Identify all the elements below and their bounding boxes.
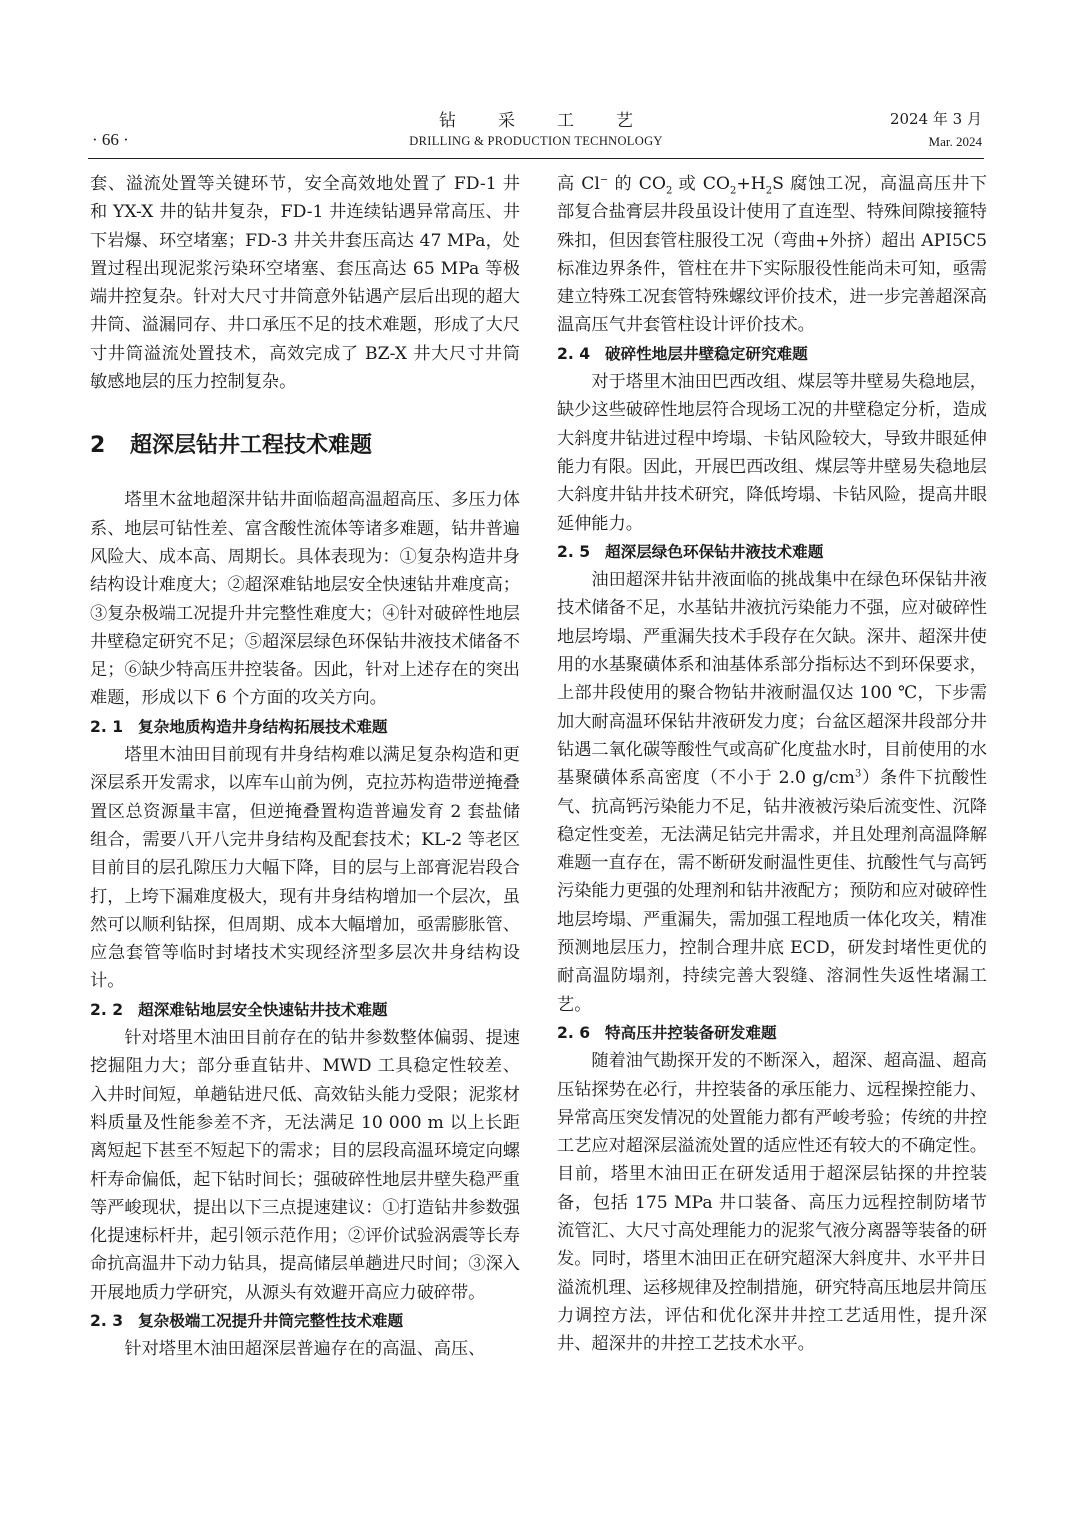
issue-date-cn: 2024 年 3 月 bbox=[889, 110, 982, 128]
subsection-2-2-paragraph: 针对塔里木油田目前存在的钻井参数整体偏弱、提速挖掘阻力大；部分垂直钻井、MWD 工具稳定性较差、入井时间短，单趟钻进尺低、高效钻头能力受限；泥浆材料质量及性能参差不齐，无法满足 10 000 m 以上长距离短起下甚至不短起下的需求；目的层段高温环境定向螺杆寿命偏低，起下钻时间长；强破碎性地层井壁失稳严重等严峻现状，提出以下三点提速建议：①打造钻井参数强化提速标杆井，起引领示范作用；②评价试验涡震等长寿命抗高温井下动力钻具，提高储层单趟进尺时间；③深入开展地质力学研究，从源头有效避开高应力破碎带。 bbox=[90, 1028, 520, 1303]
issue-date-en: Mar. 2024 bbox=[928, 134, 982, 149]
section-number: 2 bbox=[90, 433, 106, 459]
subsection-title: 特高压井控装备研发难题 bbox=[605, 1023, 777, 1042]
subsection-title: 超深层绿色环保钻井液技术难题 bbox=[605, 542, 824, 561]
subsection-2-3-paragraph-cont: 高 Cl− 的 $CO_2$ 或 $CO_2+H_2S$ 腐蚀工况，高温高压井下部复合盐膏层井段虽设计使用了直连型、特殊间隙接箍特殊扣，但因套管柱服役工况（弯曲+外挤）超出 API5C5 标准边界条件，管柱在井下实际服役性能尚未可知，亟需建立特殊工况套管特殊螺纹评价技术，进一步完善超深高温高压气井套管柱设计评价技术。 bbox=[557, 174, 987, 336]
subsection-2-1-paragraph: 塔里木油田目前现有井身结构难以满足复杂构造和更深层系开发需求，以库车山前为例，克拉苏构造带逆掩叠置区总资源量丰富，但逆掩叠置构造普遍发育 2 套盐储组合，需要八开八完井身结构及配套技术；KL-2 等老区目前目的层孔隙压力大幅下降，目的层与上部膏泥岩段合打，上垮下漏难度极大，现有井身结构增加一个层次，虽然可以顺利钻探，但周期、成本大幅增加，亟需膨胀管、应急套管等临时封堵技术实现经济型多层次井身结构设计。 bbox=[90, 745, 520, 992]
section-intro-paragraph: 塔里木盆地超深井钻井面临超高温超高压、多压力体系、地层可钻性差、富含酸性流体等诸多难题，钻井普遍风险大、成本高、周期长。具体表现为：①复杂构造井身结构设计难度大；②超深难钻地层安全快速钻井难度高；③复杂极端工况提升井完整性难度大；④针对破碎性地层井壁稳定研究不足；⑤超深层绿色环保钻井液技术储备不足；⑥缺少特高压井控装备。因此，针对上述存在的突出难题，形成以下 6 个方面的攻关方向。 bbox=[90, 490, 520, 709]
subsection-title: 复杂地质构造井身结构拓展技术难题 bbox=[138, 717, 388, 736]
right-column bbox=[557, 170, 987, 1358]
subsection-title: 复杂极端工况提升井筒完整性技术难题 bbox=[138, 1311, 404, 1330]
subsection-2-5-paragraph: 油田超深井钻井液面临的挑战集中在绿色环保钻井液技术储备不足，水基钻井液抗污染能力不强，应对破碎性地层垮塌、严重漏失技术手段存在欠缺。深井、超深井使用的水基聚磺体系和油基体系部分指标达不到环保要求，上部井段使用的聚合物钻井液耐温仅达 100 ℃，下步需加大耐高温环保钻井液研发力度；台盆区超深井段部分井钻遇二氧化碳等酸性气或高矿化度盐水时，目前使用的水基聚磺体系高密度（不小于 2.0 $g/cm^3$）条件下抗酸性气、抗高钙污染能力不足，钻井液被污染后流变性、沉降稳定性变差，无法满足钻完井需求，并且处理剂高温降解难题一直存在，需不断研发耐温性更佳、抗酸性气与高钙污染能力更强的处理剂和钻井液配方；预防和应对破碎性地层垮塌、严重漏失，需加强工程地质一体化攻关，精准预测地层压力，控制合理井底 ECD，研发封堵性更优的耐高温防塌剂，持续完善大裂缝、溶洞性失返性堵漏工艺。 bbox=[557, 570, 987, 1015]
section-title: 超深层钻井工程技术难题 bbox=[130, 433, 373, 459]
subsection-heading-2-3 bbox=[90, 1307, 520, 1335]
subsection-number: 2. 5 bbox=[557, 542, 591, 561]
subsection-title: 破碎性地层井壁稳定研究难题 bbox=[605, 344, 808, 363]
subsection-2-4-paragraph: 对于塔里木油田巴西改组、煤层等井壁易失稳地层，缺少这些破碎性地层符合现场工况的井壁稳定分析，造成大斜度井钻进过程中垮塌、卡钻风险较大，导致井眼延伸能力有限。因此，开展巴西改组、煤层等井壁易失稳地层大斜度井钻井技术研究，降低垮塌、卡钻风险，提高井眼延伸能力。 bbox=[557, 372, 987, 534]
subsection-heading-2-6 bbox=[557, 1019, 987, 1047]
subsection-heading-2-4 bbox=[557, 340, 987, 368]
journal-title-cn: 钻采工艺 bbox=[439, 111, 675, 131]
page-number: · 66 · bbox=[92, 130, 129, 149]
subsection-heading-2-5 bbox=[557, 538, 987, 566]
subsection-number: 2. 1 bbox=[90, 717, 124, 736]
subsection-title: 超深难钻地层安全快速钻井技术难题 bbox=[138, 1000, 388, 1019]
subsection-number: 2. 6 bbox=[557, 1023, 591, 1042]
subsection-2-6-paragraph: 随着油气勘探开发的不断深入，超深、超高温、超高压钻探势在必行，井控装备的承压能力、远程操控能力、异常高压突发情况的处置能力都有严峻考验；传统的井控工艺应对超深层溢流处置的适应性还有较大的不确定性。目前，塔里木油田正在研发适用于超深层钻探的井控装备，包括 175 MPa 井口装备、高压力远程控制防堵节流管汇、大尺寸高处理能力的泥浆气液分离器等装备的研发。同时，塔里木油田正在研究超深大斜度井、水平井日溢流机理、运移规律及控制措施，研究特高压地层井筒压力调控方法，评估和优化深井井控工艺适用性，提升深井、超深井的井控工艺技术水平。 bbox=[557, 1051, 987, 1355]
left-column bbox=[90, 170, 520, 1364]
subsection-number: 2. 3 bbox=[90, 1311, 124, 1330]
subsection-2-3-paragraph-start: 针对塔里木油田超深层普遍存在的高温、高压、 bbox=[124, 1339, 486, 1360]
header-rule bbox=[88, 158, 984, 159]
subsection-heading-2-1 bbox=[90, 713, 520, 741]
continuation-paragraph: 套、溢流处置等关键环节，安全高效地处置了 FD-1 井和 YX-X 井的钻井复杂，FD-1 井连续钻遇异常高压、井下岩爆、环空堵塞；FD-3 井关井套压高达 47 MPa，处置过程出现泥浆污染环空堵塞、套压高达 65 MPa 等极端井控复杂。针对大尺寸井筒意外钻遇产层后出现的超大井筒、溢漏同存、井口承压不足的技术难题，形成了大尺寸井筒溢流处置技术，高效完成了 BZ-X 井大尺寸井筒敏感地层的压力控制复杂。 bbox=[90, 174, 520, 393]
page-header bbox=[88, 96, 984, 156]
section-heading bbox=[90, 430, 520, 462]
subsection-number: 2. 4 bbox=[557, 344, 591, 363]
subsection-heading-2-2 bbox=[90, 996, 520, 1024]
subsection-number: 2. 2 bbox=[90, 1000, 124, 1019]
journal-title-en: DRILLING & PRODUCTION TECHNOLOGY bbox=[409, 134, 663, 148]
